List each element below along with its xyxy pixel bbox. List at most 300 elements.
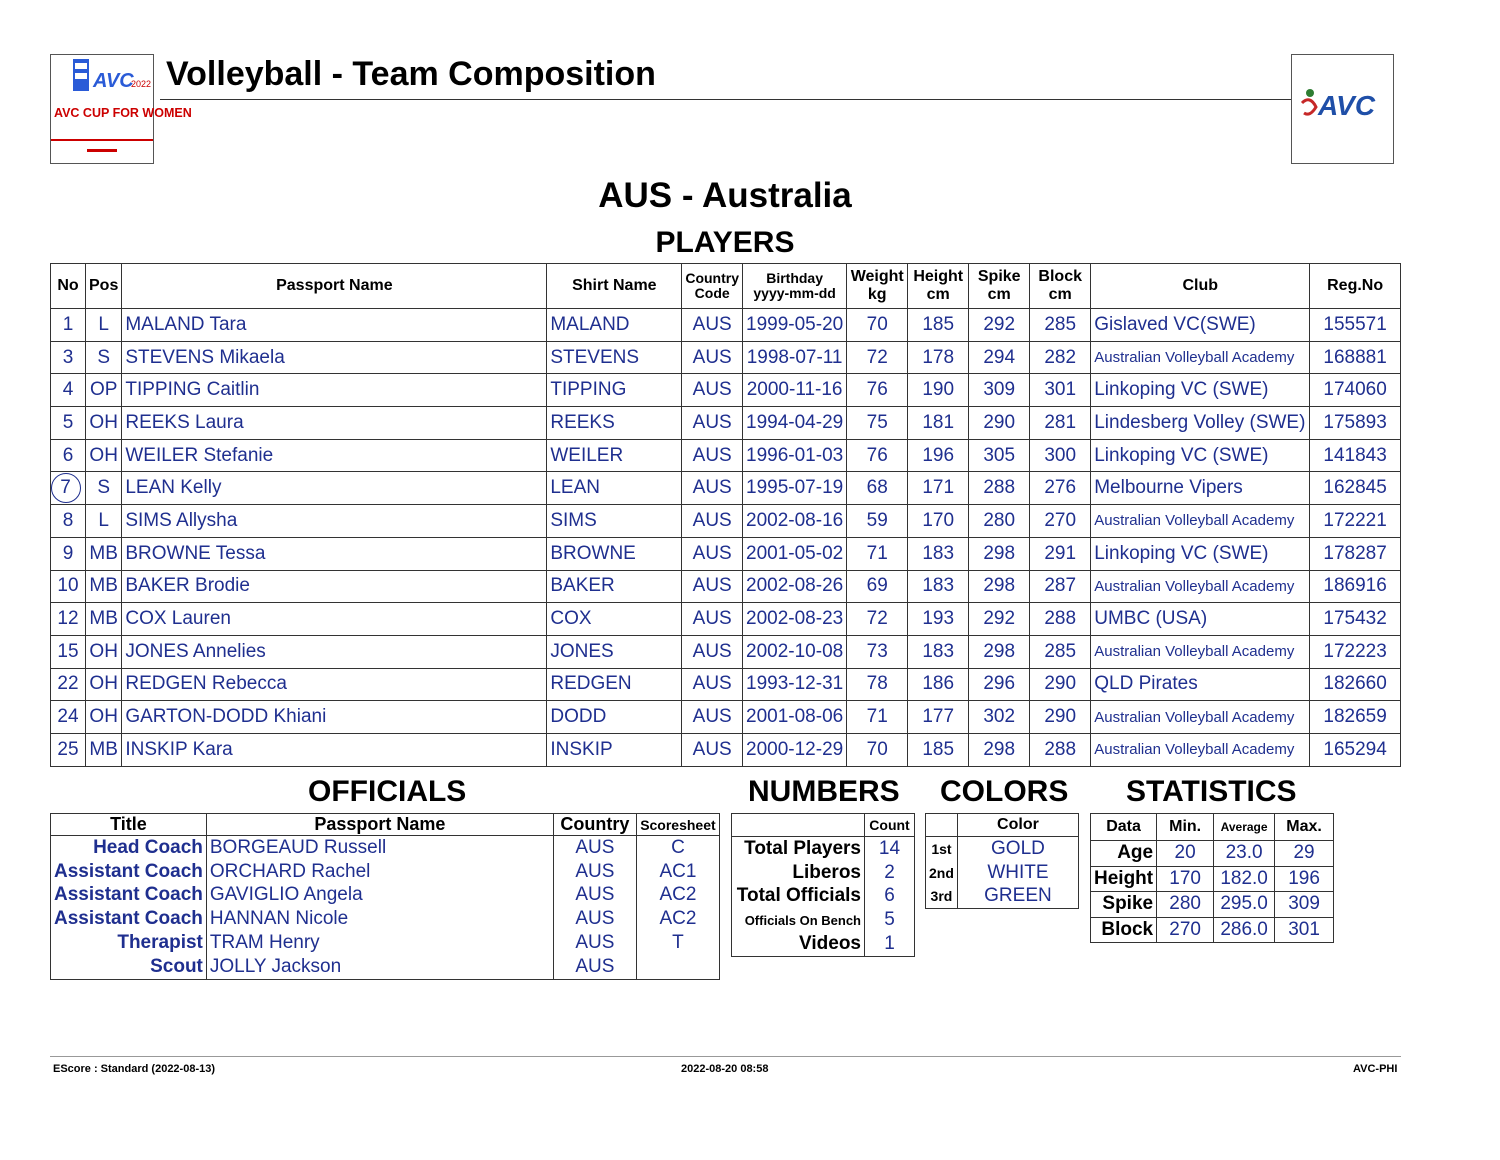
document-title: Volleyball - Team Composition	[166, 55, 656, 93]
player-no-value: 3	[62, 346, 74, 368]
player-no-value: 5	[62, 411, 74, 433]
player-spike: 296	[969, 668, 1030, 701]
player-club: Australian Volleyball Academy	[1091, 733, 1310, 766]
player-no-value: 10	[57, 575, 79, 597]
col-official-title: Title	[51, 814, 207, 836]
player-passport-name: SIMS Allysha	[122, 505, 547, 538]
footer-software: EScore : Standard (2022-08-13)	[53, 1063, 216, 1075]
player-passport-name: LEAN Kelly	[122, 472, 547, 505]
players-body	[51, 309, 1401, 767]
player-row	[51, 733, 1401, 766]
player-spike: 288	[969, 472, 1030, 505]
player-club: Australian Volleyball Academy	[1091, 341, 1310, 374]
officials-body	[51, 836, 720, 980]
stat-label: Height	[1091, 866, 1157, 892]
col-count: Count	[865, 814, 915, 837]
player-shirt-name: BAKER	[547, 570, 682, 603]
player-height: 196	[908, 439, 969, 472]
player-spike: 280	[969, 505, 1030, 538]
player-club: Linkoping VC (SWE)	[1091, 537, 1310, 570]
player-height: 185	[908, 733, 969, 766]
player-block: 291	[1030, 537, 1091, 570]
player-club: Lindesberg Volley (SWE)	[1091, 407, 1310, 440]
player-shirt-name: SIMS	[547, 505, 682, 538]
official-country: AUS	[553, 860, 636, 884]
player-pos: MB	[86, 570, 122, 603]
col-spike: Spike cm	[969, 264, 1030, 309]
player-weight: 78	[847, 668, 908, 701]
col-shirt-name: Shirt Name	[547, 264, 682, 309]
player-weight: 76	[847, 439, 908, 472]
player-no	[51, 701, 86, 734]
col-weight: Weight kg	[847, 264, 908, 309]
player-no	[51, 570, 86, 603]
col-block: Block cm	[1030, 264, 1091, 309]
col-country-code: Country Code	[682, 264, 743, 309]
footer-code: AVC-PHI	[1353, 1063, 1398, 1075]
stat-max: 301	[1275, 917, 1334, 943]
player-block: 270	[1030, 505, 1091, 538]
player-row	[51, 603, 1401, 636]
player-weight: 69	[847, 570, 908, 603]
statistics-row	[1091, 866, 1334, 892]
player-weight: 70	[847, 309, 908, 342]
player-no-value: 15	[57, 640, 79, 662]
player-reg-no: 175893	[1310, 407, 1401, 440]
player-country: AUS	[682, 603, 743, 636]
player-no	[51, 309, 86, 342]
player-no-value: 8	[62, 509, 74, 531]
player-club: UMBC (USA)	[1091, 603, 1310, 636]
player-row	[51, 505, 1401, 538]
player-height: 183	[908, 635, 969, 668]
player-passport-name: GARTON-DODD Khiani	[122, 701, 547, 734]
official-scoresheet: C	[636, 836, 719, 860]
player-passport-name: REDGEN Rebecca	[122, 668, 547, 701]
player-passport-name: TIPPING Caitlin	[122, 374, 547, 407]
player-country: AUS	[682, 439, 743, 472]
numbers-value: 5	[865, 908, 915, 932]
player-passport-name: STEVENS Mikaela	[122, 341, 547, 374]
stat-min: 270	[1157, 917, 1214, 943]
stat-label: Age	[1091, 841, 1157, 867]
player-reg-no: 174060	[1310, 374, 1401, 407]
player-no	[51, 505, 86, 538]
col-color: Color	[957, 814, 1078, 837]
official-name: TRAM Henry	[206, 931, 553, 955]
player-no-value: 24	[57, 706, 79, 728]
player-pos: OH	[86, 439, 122, 472]
officials-header-row	[51, 814, 720, 836]
player-pos: OH	[86, 407, 122, 440]
player-no-value: 7	[51, 473, 81, 503]
players-header-row	[51, 264, 1401, 309]
player-weight: 72	[847, 341, 908, 374]
player-spike: 290	[969, 407, 1030, 440]
player-no-value: 4	[62, 379, 74, 401]
player-no-value: 1	[62, 313, 74, 335]
player-reg-no: 172223	[1310, 635, 1401, 668]
player-no	[51, 374, 86, 407]
player-shirt-name: JONES	[547, 635, 682, 668]
player-no	[51, 537, 86, 570]
player-spike: 298	[969, 635, 1030, 668]
official-scoresheet: AC1	[636, 860, 719, 884]
player-passport-name: MALAND Tara	[122, 309, 547, 342]
player-club: QLD Pirates	[1091, 668, 1310, 701]
player-no-value: 9	[62, 542, 74, 564]
player-spike: 298	[969, 570, 1030, 603]
official-name: BORGEAUD Russell	[206, 836, 553, 860]
statistics-section-title: STATISTICS	[1126, 775, 1297, 808]
player-weight: 73	[847, 635, 908, 668]
team-name: AUS - Australia	[598, 176, 852, 215]
numbers-body	[732, 837, 915, 957]
official-country: AUS	[553, 955, 636, 979]
stat-max: 29	[1275, 841, 1334, 867]
player-row	[51, 701, 1401, 734]
player-no-value: 22	[57, 673, 79, 695]
player-row	[51, 472, 1401, 505]
color-order: 1st	[926, 837, 958, 861]
player-passport-name: BAKER Brodie	[122, 570, 547, 603]
player-reg-no: 155571	[1310, 309, 1401, 342]
player-row	[51, 635, 1401, 668]
player-weight: 59	[847, 505, 908, 538]
player-height: 190	[908, 374, 969, 407]
event-logo	[50, 54, 192, 164]
player-no	[51, 733, 86, 766]
player-birthday: 2001-08-06	[743, 701, 847, 734]
player-height: 193	[908, 603, 969, 636]
player-no-value: 6	[62, 444, 74, 466]
player-country: AUS	[682, 668, 743, 701]
player-shirt-name: LEAN	[547, 472, 682, 505]
col-average: Average	[1214, 814, 1275, 841]
player-block: 281	[1030, 407, 1091, 440]
stat-average: 182.0	[1214, 866, 1275, 892]
colors-body	[926, 837, 1079, 909]
player-no	[51, 603, 86, 636]
player-club: Australian Volleyball Academy	[1091, 570, 1310, 603]
player-country: AUS	[682, 635, 743, 668]
official-title: Scout	[51, 955, 207, 979]
player-country: AUS	[682, 570, 743, 603]
player-row	[51, 309, 1401, 342]
player-club: Linkoping VC (SWE)	[1091, 374, 1310, 407]
officials-table	[50, 813, 720, 980]
player-block: 276	[1030, 472, 1091, 505]
player-weight: 75	[847, 407, 908, 440]
player-reg-no: 182660	[1310, 668, 1401, 701]
player-country: AUS	[682, 341, 743, 374]
svg-text:AVC: AVC	[93, 70, 134, 92]
col-no: No	[51, 264, 86, 309]
color-order: 2nd	[926, 861, 958, 885]
numbers-value: 14	[865, 837, 915, 861]
player-row	[51, 439, 1401, 472]
official-row	[51, 836, 720, 860]
player-shirt-name: REEKS	[547, 407, 682, 440]
player-passport-name: REEKS Laura	[122, 407, 547, 440]
official-scoresheet: AC2	[636, 884, 719, 908]
player-height: 177	[908, 701, 969, 734]
official-country: AUS	[553, 884, 636, 908]
player-shirt-name: DODD	[547, 701, 682, 734]
colors-row	[926, 837, 1079, 861]
colors-blank-header	[926, 814, 958, 837]
player-shirt-name: STEVENS	[547, 341, 682, 374]
player-country: AUS	[682, 505, 743, 538]
statistics-header-row	[1091, 814, 1334, 841]
player-height: 171	[908, 472, 969, 505]
stat-min: 170	[1157, 866, 1214, 892]
player-block: 282	[1030, 341, 1091, 374]
player-shirt-name: MALAND	[547, 309, 682, 342]
player-pos: L	[86, 309, 122, 342]
player-reg-no: 175432	[1310, 603, 1401, 636]
official-scoresheet: T	[636, 931, 719, 955]
player-height: 183	[908, 537, 969, 570]
numbers-blank-header	[732, 814, 865, 837]
player-shirt-name: BROWNE	[547, 537, 682, 570]
player-birthday: 1996-01-03	[743, 439, 847, 472]
colors-section-title: COLORS	[940, 775, 1069, 808]
stat-min: 20	[1157, 841, 1214, 867]
official-country: AUS	[553, 931, 636, 955]
official-row	[51, 931, 720, 955]
player-country: AUS	[682, 472, 743, 505]
player-pos: OH	[86, 701, 122, 734]
player-height: 185	[908, 309, 969, 342]
player-shirt-name: TIPPING	[547, 374, 682, 407]
player-pos: MB	[86, 733, 122, 766]
player-country: AUS	[682, 309, 743, 342]
player-pos: L	[86, 505, 122, 538]
svg-text:2022: 2022	[131, 79, 152, 89]
player-spike: 298	[969, 733, 1030, 766]
footer-divider	[50, 1056, 1401, 1057]
official-row	[51, 884, 720, 908]
player-weight: 68	[847, 472, 908, 505]
player-no	[51, 472, 86, 505]
player-weight: 72	[847, 603, 908, 636]
player-row	[51, 537, 1401, 570]
player-height: 186	[908, 668, 969, 701]
official-name: HANNAN Nicole	[206, 907, 553, 931]
numbers-label: Liberos	[732, 861, 865, 885]
color-order: 3rd	[926, 885, 958, 909]
official-title: Assistant Coach	[51, 884, 207, 908]
col-official-name: Passport Name	[206, 814, 553, 836]
player-weight: 71	[847, 701, 908, 734]
colors-row	[926, 885, 1079, 909]
player-reg-no: 162845	[1310, 472, 1401, 505]
player-spike: 309	[969, 374, 1030, 407]
col-club: Club	[1091, 264, 1310, 309]
player-country: AUS	[682, 407, 743, 440]
player-block: 285	[1030, 635, 1091, 668]
player-spike: 302	[969, 701, 1030, 734]
player-block: 288	[1030, 603, 1091, 636]
player-shirt-name: COX	[547, 603, 682, 636]
player-spike: 292	[969, 603, 1030, 636]
colors-table	[925, 813, 1079, 909]
numbers-header-row	[732, 814, 915, 837]
player-reg-no: 172221	[1310, 505, 1401, 538]
player-pos: MB	[86, 603, 122, 636]
player-pos: OH	[86, 668, 122, 701]
player-reg-no: 178287	[1310, 537, 1401, 570]
numbers-label: Videos	[732, 932, 865, 956]
player-passport-name: WEILER Stefanie	[122, 439, 547, 472]
player-birthday: 2001-05-02	[743, 537, 847, 570]
statistics-row	[1091, 841, 1334, 867]
player-birthday: 2002-08-23	[743, 603, 847, 636]
player-passport-name: INSKIP Kara	[122, 733, 547, 766]
stat-average: 23.0	[1214, 841, 1275, 867]
player-shirt-name: WEILER	[547, 439, 682, 472]
svg-text:AVC CUP FOR WOMEN: AVC CUP FOR WOMEN	[54, 106, 192, 120]
player-shirt-name: REDGEN	[547, 668, 682, 701]
official-name: ORCHARD Rachel	[206, 860, 553, 884]
color-value: GREEN	[957, 885, 1078, 909]
player-birthday: 2000-12-29	[743, 733, 847, 766]
title-divider	[160, 99, 1291, 100]
stat-average: 286.0	[1214, 917, 1275, 943]
player-country: AUS	[682, 537, 743, 570]
player-spike: 305	[969, 439, 1030, 472]
stat-max: 309	[1275, 892, 1334, 918]
player-no-value: 25	[57, 738, 79, 760]
player-shirt-name: INSKIP	[547, 733, 682, 766]
numbers-row	[732, 837, 915, 861]
player-spike: 292	[969, 309, 1030, 342]
player-no	[51, 341, 86, 374]
statistics-table	[1090, 813, 1334, 943]
official-title: Therapist	[51, 931, 207, 955]
stat-label: Block	[1091, 917, 1157, 943]
player-club: Australian Volleyball Academy	[1091, 701, 1310, 734]
official-country: AUS	[553, 907, 636, 931]
official-title: Head Coach	[51, 836, 207, 860]
player-row	[51, 341, 1401, 374]
player-spike: 298	[969, 537, 1030, 570]
player-club: Australian Volleyball Academy	[1091, 635, 1310, 668]
player-club: Australian Volleyball Academy	[1091, 505, 1310, 538]
numbers-table	[731, 813, 915, 957]
numbers-row	[732, 885, 915, 909]
player-block: 290	[1030, 701, 1091, 734]
col-birthday: Birthday yyyy-mm-dd	[743, 264, 847, 309]
player-row	[51, 407, 1401, 440]
player-pos: OH	[86, 635, 122, 668]
player-birthday: 2002-10-08	[743, 635, 847, 668]
player-weight: 71	[847, 537, 908, 570]
official-name: GAVIGLIO Angela	[206, 884, 553, 908]
player-reg-no: 165294	[1310, 733, 1401, 766]
col-min: Min.	[1157, 814, 1214, 841]
color-value: GOLD	[957, 837, 1078, 861]
col-data: Data	[1091, 814, 1157, 841]
numbers-value: 2	[865, 861, 915, 885]
player-country: AUS	[682, 701, 743, 734]
col-reg-no: Reg.No	[1310, 264, 1401, 309]
player-row	[51, 570, 1401, 603]
footer-timestamp: 2022-08-20 08:58	[681, 1063, 769, 1075]
player-birthday: 1999-05-20	[743, 309, 847, 342]
player-block: 287	[1030, 570, 1091, 603]
player-club: Linkoping VC (SWE)	[1091, 439, 1310, 472]
numbers-section-title: NUMBERS	[748, 775, 900, 808]
player-birthday: 1998-07-11	[743, 341, 847, 374]
official-title: Assistant Coach	[51, 860, 207, 884]
numbers-value: 1	[865, 932, 915, 956]
col-max: Max.	[1275, 814, 1334, 841]
players-section-title: PLAYERS	[655, 226, 795, 259]
numbers-row	[732, 908, 915, 932]
numbers-label: Officials On Bench	[732, 908, 865, 932]
player-no	[51, 668, 86, 701]
player-weight: 76	[847, 374, 908, 407]
player-reg-no: 186916	[1310, 570, 1401, 603]
player-height: 178	[908, 341, 969, 374]
player-passport-name: COX Lauren	[122, 603, 547, 636]
player-pos: S	[86, 472, 122, 505]
player-club: Melbourne Vipers	[1091, 472, 1310, 505]
player-pos: OP	[86, 374, 122, 407]
player-country: AUS	[682, 374, 743, 407]
col-official-scoresheet: Scoresheet	[636, 814, 719, 836]
avc-logo	[1291, 54, 1394, 164]
player-club: Gislaved VC(SWE)	[1091, 309, 1310, 342]
numbers-row	[732, 932, 915, 956]
player-block: 285	[1030, 309, 1091, 342]
numbers-value: 6	[865, 885, 915, 909]
player-row	[51, 374, 1401, 407]
player-reg-no: 182659	[1310, 701, 1401, 734]
official-title: Assistant Coach	[51, 907, 207, 931]
statistics-body	[1091, 841, 1334, 943]
player-pos: MB	[86, 537, 122, 570]
player-block: 290	[1030, 668, 1091, 701]
player-birthday: 2002-08-26	[743, 570, 847, 603]
players-table	[50, 263, 1401, 767]
numbers-label: Total Players	[732, 837, 865, 861]
official-country: AUS	[553, 836, 636, 860]
official-scoresheet: AC2	[636, 907, 719, 931]
player-block: 300	[1030, 439, 1091, 472]
col-pos: Pos	[86, 264, 122, 309]
player-height: 183	[908, 570, 969, 603]
numbers-row	[732, 861, 915, 885]
player-height: 181	[908, 407, 969, 440]
official-row	[51, 955, 720, 979]
official-row	[51, 907, 720, 931]
player-pos: S	[86, 341, 122, 374]
player-block: 288	[1030, 733, 1091, 766]
col-official-country: Country	[553, 814, 636, 836]
official-row	[51, 860, 720, 884]
color-value: WHITE	[957, 861, 1078, 885]
player-country: AUS	[682, 733, 743, 766]
svg-text:AVC: AVC	[1318, 90, 1376, 121]
player-birthday: 1995-07-19	[743, 472, 847, 505]
player-no-value: 12	[57, 608, 79, 630]
numbers-label: Total Officials	[732, 885, 865, 909]
player-reg-no: 168881	[1310, 341, 1401, 374]
colors-header-row	[926, 814, 1079, 837]
